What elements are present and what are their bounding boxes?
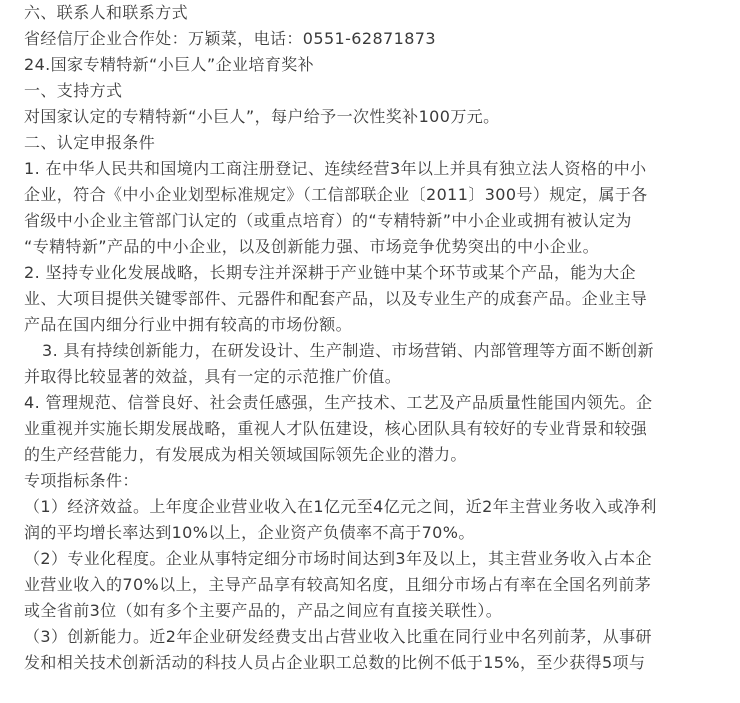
contact-info: 省经信厅企业合作处：万颖菜，电话：0551-62871873 bbox=[24, 29, 436, 48]
section-heading-contact: 六、联系人和联系方式 bbox=[24, 3, 189, 22]
indicator-2-line-2: 业营业收入的70%以上，主导产品享有较高知名度，且细分市场占有率在全国名列前茅 bbox=[24, 575, 652, 594]
condition-2-line-3: 产品在国内细分行业中拥有较高的市场份额。 bbox=[24, 315, 353, 334]
condition-4-line-1: 4. 管理规范、信誉良好、社会责任感强，生产技术、工艺及产品质量性能国内领先。企 bbox=[24, 393, 653, 412]
condition-1-line-2: 企业，符合《中小企业划型标准规定》（工信部联企业〔2011〕300号）规定，属于各 bbox=[24, 185, 648, 204]
condition-2-line-1: 2. 坚持专业化发展战略，长期专注并深耕于产业链中某个环节或某个产品，能为大企 bbox=[24, 263, 636, 282]
indicator-3-line-1: （3）创新能力。近2年企业研发经费支出占营业收入比重在同行业中名列前茅，从事研 bbox=[24, 627, 652, 646]
support-text: 对国家认定的专精特新“小巨人”，每户给予一次性奖补100万元。 bbox=[24, 107, 500, 126]
condition-3-line-2: 并取得比较显著的效益，具有一定的示范推广价值。 bbox=[24, 367, 402, 386]
condition-2-line-2: 业、大项目提供关键零部件、元器件和配套产品，以及专业生产的成套产品。企业主导 bbox=[24, 289, 648, 308]
indicator-3-line-2: 发和相关技术创新活动的科技人员占企业职工总数的比例不低于15%，至少获得5项与 bbox=[24, 653, 646, 672]
indicator-1-line-2: 润的平均增长率达到10%以上，企业资产负债率不高于70%。 bbox=[24, 523, 475, 542]
special-indicators-heading: 专项指标条件： bbox=[24, 471, 139, 490]
condition-1-line-4: “专精特新”产品的中小企业，以及创新能力强、市场竞争优势突出的中小企业。 bbox=[24, 237, 599, 256]
indicator-2-line-1: （2）专业化程度。企业从事特定细分市场时间达到3年及以上，其主营业务收入占本企 bbox=[24, 549, 652, 568]
condition-4-line-2: 业重视并实施长期发展战略，重视人才队伍建设，核心团队具有较好的专业背景和较强 bbox=[24, 419, 648, 438]
condition-3-line-1: 3. 具有持续创新能力，在研发设计、生产制造、市场营销、内部管理等方面不断创新 bbox=[42, 341, 654, 360]
section-heading-conditions: 二、认定申报条件 bbox=[24, 133, 156, 152]
indicator-2-line-3: 或全省前3位（如有多个主要产品的，产品之间应有直接关联性）。 bbox=[24, 601, 503, 620]
condition-4-line-3: 的生产经营能力，有发展成为相关领域国际领先企业的潜力。 bbox=[24, 445, 467, 464]
section-heading-support: 一、支持方式 bbox=[24, 81, 123, 100]
condition-1-line-1: 1. 在中华人民共和国境内工商注册登记、连续经营3年以上并具有独立法人资格的中小 bbox=[24, 159, 647, 178]
indicator-1-line-1: （1）经济效益。上年度企业营业收入在1亿元至4亿元之间，近2年主营业务收入或净利 bbox=[24, 497, 657, 516]
item-24-title: 24.国家专精特新“小巨人”企业培育奖补 bbox=[24, 55, 315, 74]
condition-1-line-3: 省级中小企业主管部门认定的（或重点培育）的“专精特新”中小企业或拥有被认定为 bbox=[24, 211, 632, 230]
